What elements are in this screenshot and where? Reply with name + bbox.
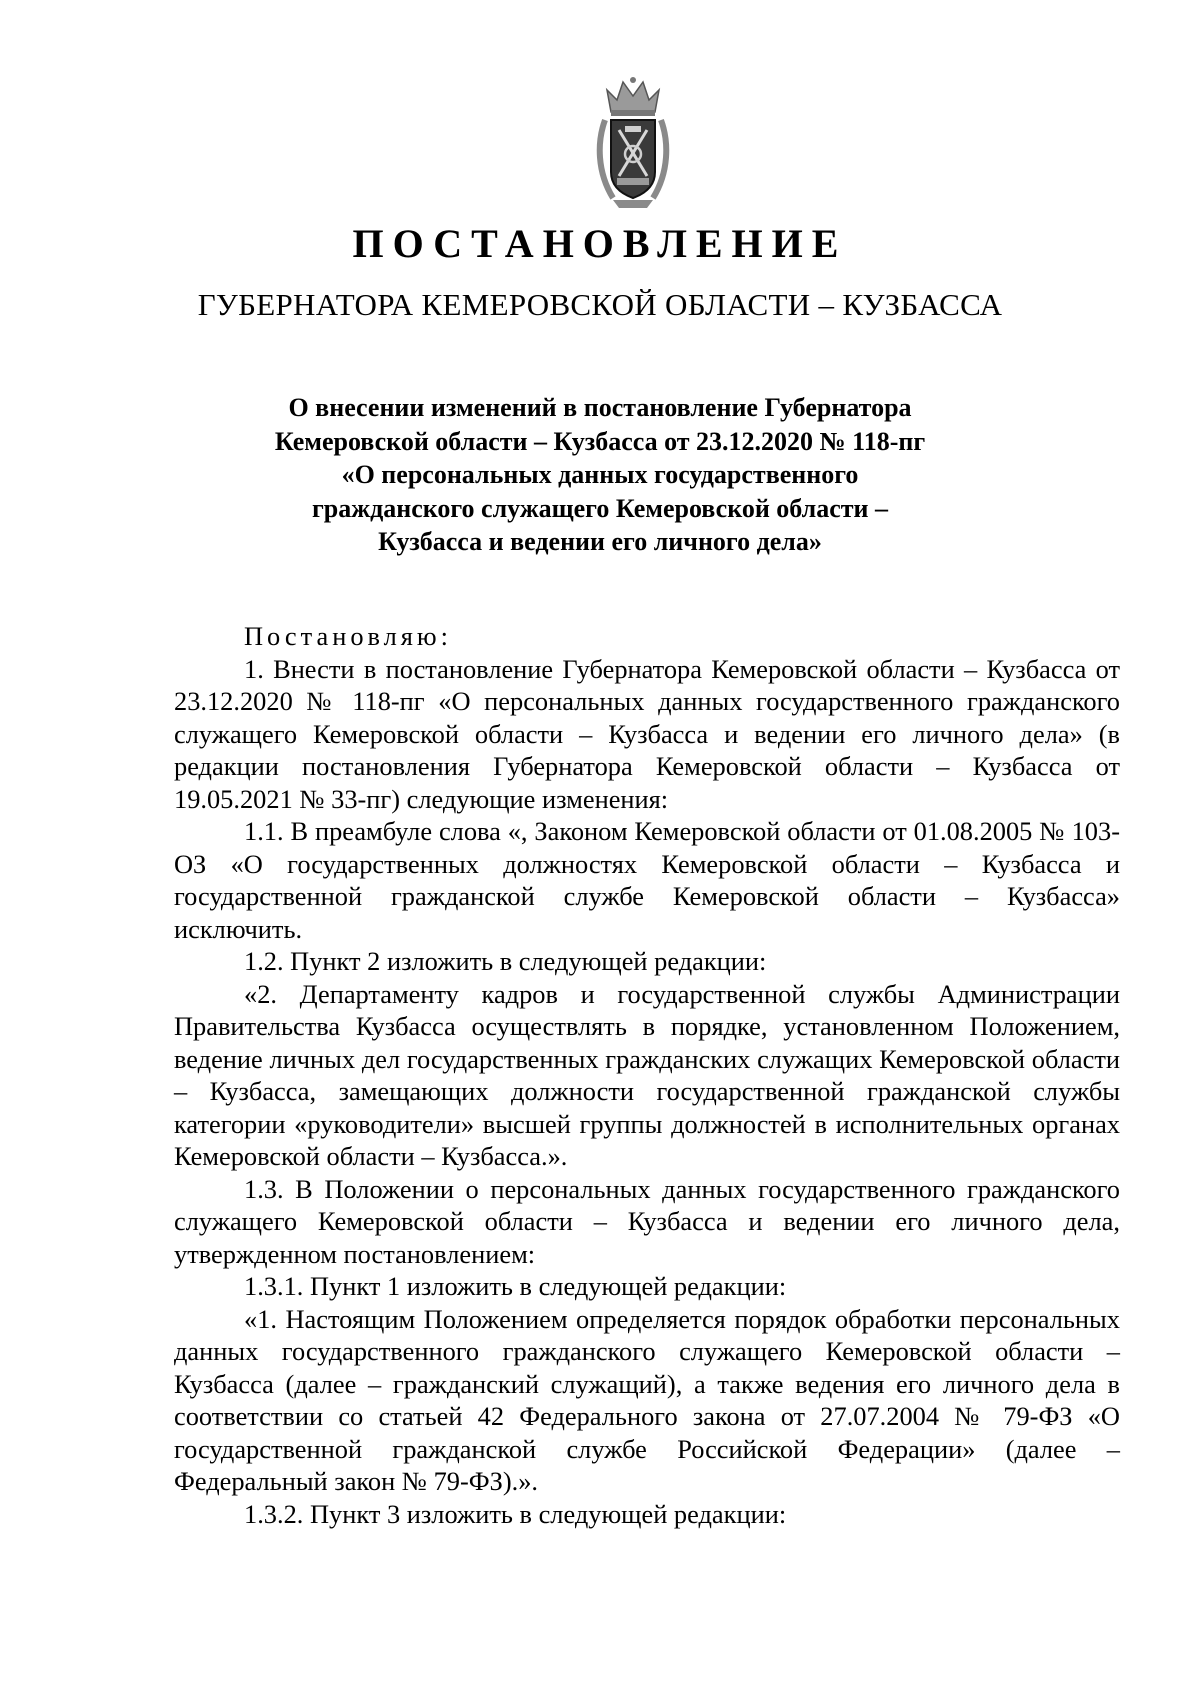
paragraph-1-3: 1.3. В Положении о персональных данных государственного гражданского служащего Кемеровской области – Кузбасса и ведении его личного дела, утвержденном постановлением: bbox=[174, 1173, 1120, 1269]
title-line: Кузбасса и ведении его личного дела» bbox=[378, 527, 822, 556]
paragraph-1-1: 1.1. В преамбуле слова «, Законом Кемеровской области от 01.08.2005 № 103-ОЗ «О государственных должностях Кемеровской области – Кузбасса и государственной гражданской службе Кемеровской области – Кузбасса» исключить. bbox=[174, 816, 1120, 944]
document-type-heading: ПОСТАНОВЛЕНИЕ bbox=[352, 221, 848, 266]
title-line: Кемеровской области – Кузбасса от 23.12.2020 № 118-пг bbox=[274, 426, 926, 456]
resolve-word: Постановляю: bbox=[244, 621, 452, 651]
paragraph-1-2: 1.2. Пункт 2 изложить в следующей редакции: bbox=[244, 946, 767, 976]
document-title bbox=[240, 391, 960, 559]
title-line: «О персональных данных государственного bbox=[341, 460, 859, 489]
paragraph-1: 1. Внести в постановление Губернатора Кемеровской области – Кузбасса от 23.12.2020 № 118-пг «О персональных данных государственного гражданского служащего Кемеровской области – Кузбасса и ведении его личного дела» (в редакции постановления Губернатора Кемеровской области – Кузбасса от 19.05.2021 № 33-пг) следующие изменения: bbox=[174, 653, 1120, 814]
paragraph-1-3-2: 1.3.2. Пункт 3 изложить в следующей редакции: bbox=[244, 1498, 787, 1529]
paragraph-1-2-text: «2. Департаменту кадров и государственной службы Администрации Правительства Кузбасса осуществлять в порядке, установленном Положением, ведение личных дел государственных гражданских служащих Кемеровской области – Кузбасса, замещающих должности государственной гражданской службы категории «руководители» высшей группы должностей в исполнительных органах Кемеровской области – Кузбасса.». bbox=[174, 978, 1120, 1171]
kuzbass-coat-of-arms-icon bbox=[595, 72, 671, 210]
paragraph-1-3-1: 1.3.1. Пункт 1 изложить в следующей редакции: bbox=[244, 1271, 787, 1301]
title-line: гражданского служащего Кемеровской области – bbox=[311, 493, 889, 523]
paragraph-1-3-1-text: «1. Настоящим Положением определяется порядок обработки персональных данных государственного гражданского служащего Кемеровской области – Кузбасса (далее – гражданский служащий), а также ведения его личного дела в соответствии со статьей 42 Федерального закона от 27.07.2004 № 79-ФЗ «О государственной гражданской службе Российской Федерации» (далее – Федеральный закон № 79-ФЗ).». bbox=[174, 1303, 1120, 1496]
document-author-heading: ГУБЕРНАТОРА КЕМЕРОВСКОЙ ОБЛАСТИ – КУЗБАССА bbox=[197, 287, 1003, 322]
title-line: О внесении изменений в постановление Губернатора bbox=[288, 393, 912, 422]
document-body bbox=[174, 620, 1120, 1530]
